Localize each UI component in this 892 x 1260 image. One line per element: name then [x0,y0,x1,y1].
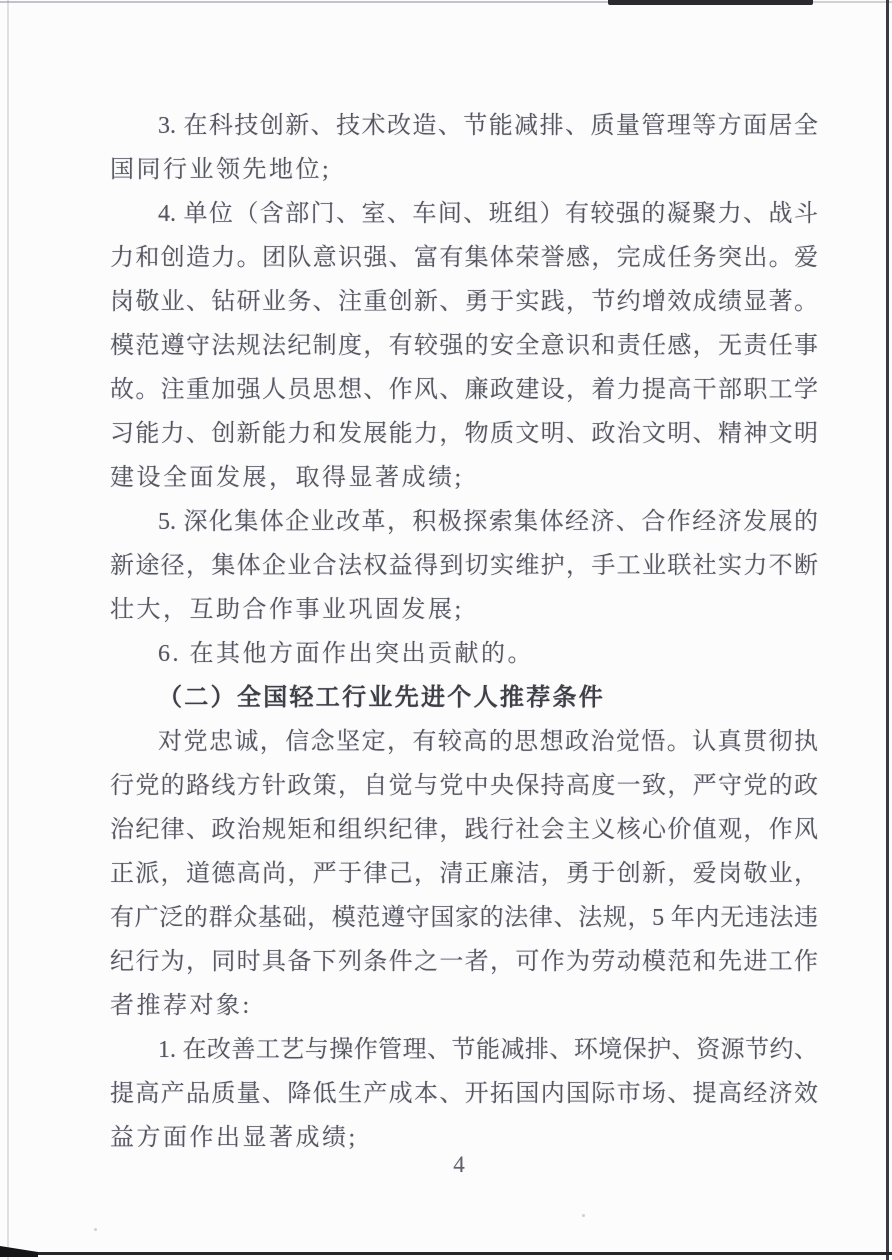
text-line: 建设全面发展，取得显著成绩; [110,465,464,491]
text-line: 1. 在改善工艺与操作管理、节能减排、环境保护、资源节约、 [158,1037,818,1063]
scan-noise-speck [582,1214,585,1217]
text-line: 对党忠诚，信念坚定，有较高的思想政治觉悟。认真贯彻执 [158,729,818,755]
scan-left-edge-line [7,0,9,1260]
text-line: 3. 在科技创新、技术改造、节能减排、质量管理等方面居全 [158,113,818,139]
text-line: 国同行业领先地位; [110,157,332,183]
text-line: 者推荐对象: [110,993,252,1019]
text-line: 力和创造力。团队意识强、富有集体荣誉感，完成任务突出。爱 [110,245,818,271]
text-line: 益方面作出显著成绩; [110,1125,358,1151]
text-line: 提高产品质量、降低生产成本、开拓国内国际市场、提高经济效 [110,1081,818,1107]
text-line: 治纪律、政治规矩和组织纪律，践行社会主义核心价值观，作风 [110,817,818,843]
scan-noise-speck [94,1228,97,1231]
scan-top-edge-line-right [813,1,892,3]
scan-bottom-left-shadow [0,1246,38,1257]
scan-right-edge-line [886,0,889,1260]
text-line: 有广泛的群众基础，模范遵守国家的法律、法规，5 年内无违法违 [110,905,818,931]
text-line: 4. 单位（含部门、室、车间、班组）有较强的凝聚力、战斗 [158,201,818,227]
text-line: 6. 在其他方面作出突出贡献的。 [158,641,534,667]
text-line: 故。注重加强人员思想、作风、廉政建设，着力提高干部职工学 [110,377,818,403]
scan-top-shadow-band [608,0,813,5]
text-line: 纪行为，同时具备下列条件之一者，可作为劳动模范和先进工作 [110,949,818,975]
page-number: 4 [453,1152,465,1177]
text-line: 壮大，互助合作事业巩固发展; [110,597,464,623]
document-body [110,104,818,1160]
scan-bottom-edge-line [0,1252,892,1255]
text-line: 正派，道德高尚，严于律己，清正廉洁，勇于创新，爱岗敬业， [110,861,818,887]
section-heading: （二）全国轻工行业先进个人推荐条件 [158,685,606,711]
text-line: 习能力、创新能力和发展能力，物质文明、政治文明、精神文明 [110,421,818,447]
text-line: 模范遵守法规法纪制度，有较强的安全意识和责任感，无责任事 [110,333,818,359]
text-line: 岗敬业、钻研业务、注重创新、勇于实践，节约增效成绩显著。 [110,289,818,315]
scan-top-edge-line [0,1,612,3]
text-line: 5. 深化集体企业改革，积极探索集体经济、合作经济发展的 [158,509,818,535]
text-line: 行党的路线方针政策，自觉与党中央保持高度一致，严守党的政 [110,773,818,799]
text-line: 新途径，集体企业合法权益得到切实维护，手工业联社实力不断 [110,553,818,579]
